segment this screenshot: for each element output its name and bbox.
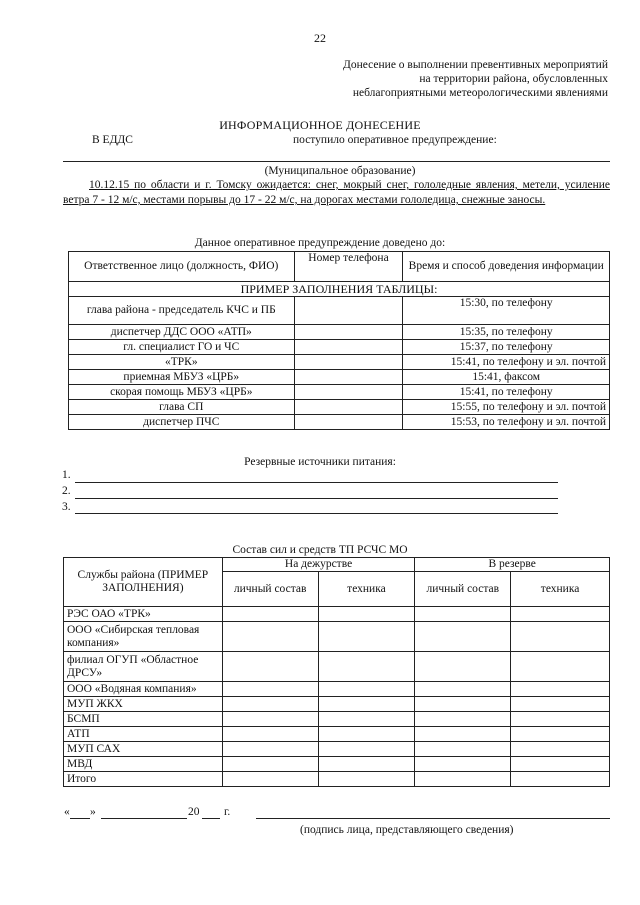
service-cell: филиал ОГУП «Областное ДРСУ» xyxy=(64,652,223,682)
date-year-field[interactable] xyxy=(202,818,220,819)
time-cell: 15:53, по телефону и эл. почтой xyxy=(403,415,610,430)
signature-field[interactable] xyxy=(256,818,610,819)
time-cell: 15:41, по телефону и эл. почтой xyxy=(403,355,610,370)
backup-item-3: 3. xyxy=(62,501,71,513)
table-row xyxy=(64,772,610,787)
header-reserve: В резерве xyxy=(415,558,610,572)
table-row xyxy=(64,727,610,742)
person-cell: глава района - председатель КЧС и ПБ xyxy=(69,297,295,325)
service-cell: МУП ЖКХ xyxy=(64,697,223,712)
person-cell: диспетчер ДДС ООО «АТП» xyxy=(69,325,295,340)
service-cell: Итого xyxy=(64,772,223,787)
backup-item-1: 1. xyxy=(62,469,71,481)
header-on-duty: На дежурстве xyxy=(222,558,415,572)
phone-cell xyxy=(294,415,403,430)
notify-table xyxy=(68,251,610,430)
table-row xyxy=(69,340,610,355)
example-row xyxy=(69,282,610,297)
recipient: В ЕДДС xyxy=(92,134,133,146)
service-cell: БСМП xyxy=(64,712,223,727)
person-cell: «ТРК» xyxy=(69,355,295,370)
header-duty-equipment: техника xyxy=(318,572,415,607)
received-text: поступило оперативное предупреждение: xyxy=(293,134,497,146)
table-row xyxy=(69,325,610,340)
service-cell: РЭС ОАО «ТРК» xyxy=(64,607,223,622)
backup-line-2[interactable] xyxy=(75,498,558,499)
forces-table xyxy=(63,557,610,787)
service-cell: МВД xyxy=(64,757,223,772)
table-row xyxy=(64,607,610,622)
header-duty-personnel: личный состав xyxy=(222,572,318,607)
document-title: ИНФОРМАЦИОННОЕ ДОНЕСЕНИЕ xyxy=(219,118,421,132)
table-row xyxy=(69,297,610,325)
table-row xyxy=(64,757,610,772)
backup-line-1[interactable] xyxy=(75,482,558,483)
backup-line-3[interactable] xyxy=(75,513,558,514)
time-cell: 15:35, по телефону xyxy=(403,325,610,340)
service-cell: ООО «Водяная компания» xyxy=(64,682,223,697)
phone-cell xyxy=(294,340,403,355)
header-line: Донесение о выполнении превентивных мероприятий xyxy=(343,59,608,71)
person-cell: глава СП xyxy=(69,400,295,415)
person-cell: диспетчер ПЧС xyxy=(69,415,295,430)
person-cell: приемная МБУЗ «ЦРБ» xyxy=(69,370,295,385)
phone-cell xyxy=(294,355,403,370)
header-phone: Номер телефона xyxy=(294,252,403,282)
time-cell: 15:41, по телефону xyxy=(403,385,610,400)
table-row xyxy=(69,400,610,415)
table-row xyxy=(69,355,610,370)
date-year-prefix: 20 xyxy=(188,806,200,818)
service-cell: МУП САХ xyxy=(64,742,223,757)
date-day-field[interactable] xyxy=(70,818,90,819)
time-cell: 15:30, по телефону xyxy=(403,297,610,325)
table-row xyxy=(64,622,610,652)
table-row xyxy=(69,385,610,400)
person-cell: гл. специалист ГО и ЧС xyxy=(69,340,295,355)
warning-message: 10.12.15 по области и г. Томску ожидается: снег, мокрый снег, гололедные явления, метели, усиление ветра 7 - 12 м/с, местами порывы до 17 - 22 м/с, на дорогах местами гололедица, снежные заносы. xyxy=(63,179,610,206)
phone-cell xyxy=(294,385,403,400)
person-cell: скорая помощь МБУЗ «ЦРБ» xyxy=(69,385,295,400)
table-row xyxy=(69,415,610,430)
backup-power-caption: Резервные источники питания: xyxy=(244,456,396,468)
table-row xyxy=(64,697,610,712)
municipality-label: (Муниципальное образование) xyxy=(264,165,416,177)
table-row xyxy=(64,652,610,682)
header-time: Время и способ доведения информации xyxy=(403,252,610,282)
header-line: неблагоприятными метеорологическими явлениями xyxy=(352,87,608,99)
header-reserve-equipment: техника xyxy=(511,572,610,607)
table-row xyxy=(64,682,610,697)
backup-item-2: 2. xyxy=(62,485,71,497)
date-year-suffix: г. xyxy=(224,806,231,818)
phone-cell xyxy=(294,370,403,385)
table-header-row xyxy=(64,558,610,572)
municipality-line xyxy=(63,161,610,162)
document-header xyxy=(343,58,608,100)
header-person: Ответственное лицо (должность, ФИО) xyxy=(69,252,295,282)
date-month-field[interactable] xyxy=(101,818,187,819)
phone-cell xyxy=(294,325,403,340)
time-cell: 15:37, по телефону xyxy=(403,340,610,355)
header-line: на территории района, обусловленных xyxy=(419,73,608,85)
service-cell: АТП xyxy=(64,727,223,742)
table-header-row xyxy=(69,252,610,282)
table-row xyxy=(69,370,610,385)
date-close-quote: » xyxy=(90,806,96,818)
service-cell: ООО «Сибирская тепловая компания» xyxy=(64,622,223,652)
header-services: Службы района (ПРИМЕР ЗАПОЛНЕНИЯ) xyxy=(64,558,223,607)
time-cell: 15:55, по телефону и эл. почтой xyxy=(403,400,610,415)
date-open-quote: « xyxy=(64,806,70,818)
table-row xyxy=(64,712,610,727)
signature-label: (подпись лица, представляющего сведения) xyxy=(300,824,514,836)
phone-cell xyxy=(294,400,403,415)
example-label: ПРИМЕР ЗАПОЛНЕНИЯ ТАБЛИЦЫ: xyxy=(69,282,610,297)
notify-caption: Данное оперативное предупреждение доведено до: xyxy=(194,237,446,249)
header-reserve-personnel: личный состав xyxy=(415,572,511,607)
table-row xyxy=(64,742,610,757)
forces-caption: Состав сил и средств ТП РСЧС МО xyxy=(232,544,408,556)
page-number: 22 xyxy=(314,31,326,45)
time-cell: 15:41, факсом xyxy=(403,370,610,385)
phone-cell xyxy=(294,297,403,325)
